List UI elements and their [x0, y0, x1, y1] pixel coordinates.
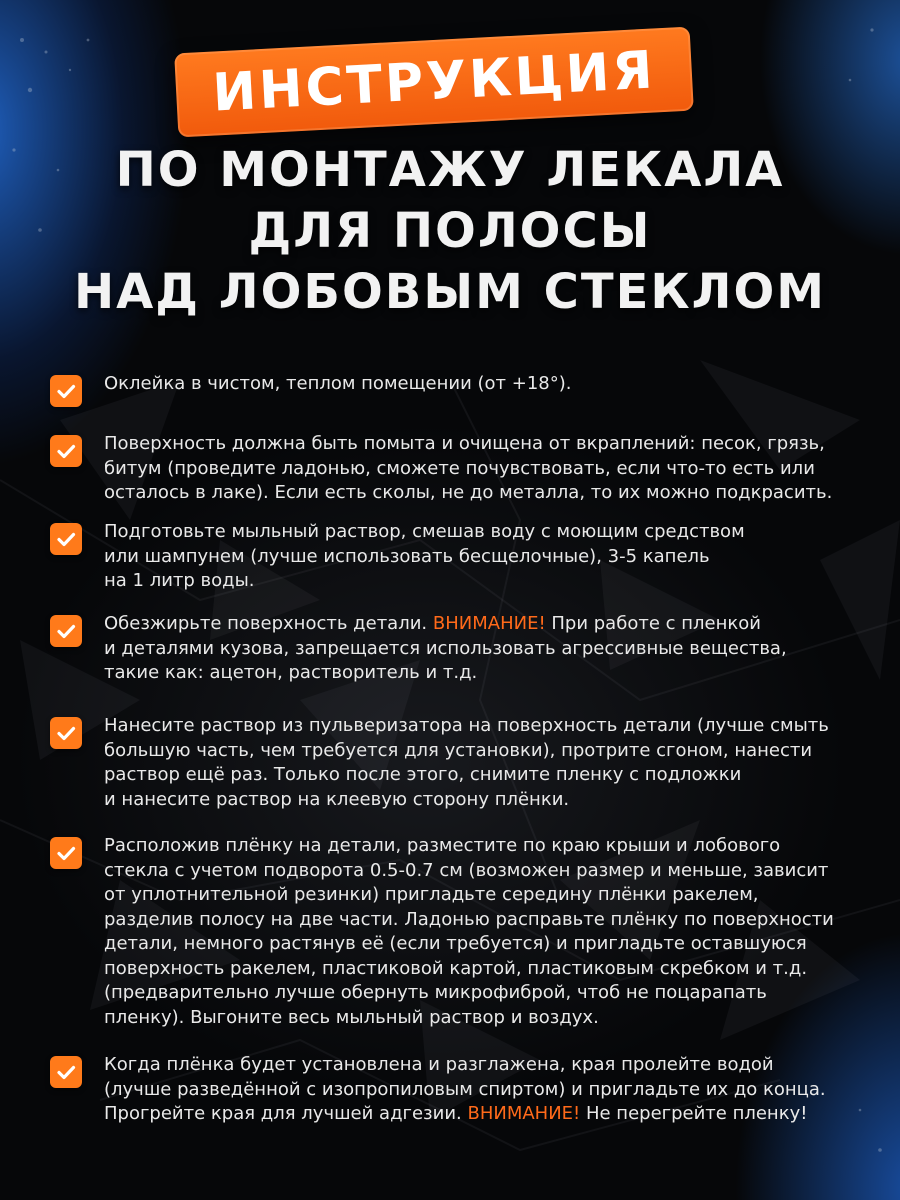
- step-line: осталось в лаке). Если есть сколы, не до металла, то их можно подкрасить.: [104, 482, 833, 503]
- step-line: битум (проведите ладонью, сможете почувствовать, если что-то есть или: [104, 457, 815, 479]
- step-text: [104, 834, 874, 1030]
- step-line: (предварительно лучше обернуть микрофиброй, чтоб не поцарапать: [104, 982, 767, 1003]
- step-line: Расположив плёнку на детали, разместите по краю крыши и лобового: [104, 835, 781, 856]
- checkmark-icon: [50, 837, 82, 869]
- step-line: Обезжирьте поверхность детали. ВНИМАНИЕ! При работе с пленкой: [104, 613, 761, 634]
- step-line: Поверхность должна быть помыта и очищена от вкраплений: песок, грязь,: [104, 433, 825, 454]
- step-line: Подготовьте мыльный раствор, смешав воду с моющим средством: [104, 521, 745, 542]
- step-text: [104, 432, 874, 506]
- step-line: или шампунем (лучше использовать бесщелочные), 3-5 капель: [104, 545, 710, 567]
- title-line-2: ДЛЯ ПОЛОСЫ: [248, 203, 652, 259]
- step-line: детали, немного растянув её (если требуется) и пригладьте оставшуюся: [104, 933, 807, 954]
- checkmark-icon: [50, 375, 82, 407]
- step-line: и деталями кузова, запрещается использовать агрессивные вещества,: [104, 637, 787, 659]
- checkmark-icon: [50, 435, 82, 467]
- step-line: Прогрейте края для лучшей адгезии. ВНИМАНИЕ! Не перегрейте пленку!: [104, 1103, 808, 1124]
- step-text: [104, 520, 874, 594]
- step-text: [104, 714, 874, 812]
- step-line: Нанесите раствор из пульверизатора на поверхность детали (лучше смыть: [104, 715, 829, 736]
- step-line: на 1 литр воды.: [104, 570, 255, 591]
- step-line: (лучше разведённой с изопропиловым спиртом) и пригладьте их до конца.: [104, 1078, 826, 1100]
- step-line: от уплотнительной резинки) пригладьте середину плёнки ракелем,: [104, 884, 759, 905]
- step-text: [104, 1053, 874, 1127]
- step-line: поверхность ракелем, пластиковой картой, пластиковым скребком и т.д.: [104, 957, 808, 979]
- step-line: Когда плёнка будет установлена и разглажена, края пролейте водой: [104, 1054, 774, 1075]
- step-text: [104, 372, 874, 397]
- checkmark-icon: [50, 523, 82, 555]
- badge-label: ИНСТРУКЦИЯ: [211, 40, 657, 124]
- warning-label: ВНИМАНИЕ!: [467, 1103, 581, 1124]
- checkmark-icon: [50, 717, 82, 749]
- step-text: [104, 612, 874, 686]
- step-line: разделив полосу на две части. Ладонью расправьте плёнку по поверхности: [104, 908, 834, 930]
- title-line-1: ПО МОНТАЖУ ЛЕКАЛА: [115, 142, 785, 198]
- title-line-3: НАД ЛОБОВЫМ СТЕКЛОМ: [73, 264, 827, 320]
- step-line: раствор ещё раз. Только после этого, снимите пленку с подложки: [104, 764, 742, 785]
- warning-label: ВНИМАНИЕ!: [432, 613, 546, 634]
- checkmark-icon: [50, 615, 82, 647]
- step-line: Оклейка в чистом, теплом помещении (от +18°).: [104, 373, 572, 394]
- step-line: пленку). Выгоните весь мыльный раствор и воздух.: [104, 1006, 599, 1028]
- step-line: стекла с учетом подворота 0.5-0.7 см (возможен размер и меньше, зависит: [104, 859, 829, 881]
- checkmark-icon: [50, 1056, 82, 1088]
- step-line: большую часть, чем требуется для установки), протрите сгоном, нанести: [104, 739, 813, 761]
- step-line: и нанесите раствор на клеевую сторону плёнки.: [104, 788, 570, 810]
- step-line: такие как: ацетон, растворитель и т.д.: [104, 662, 478, 683]
